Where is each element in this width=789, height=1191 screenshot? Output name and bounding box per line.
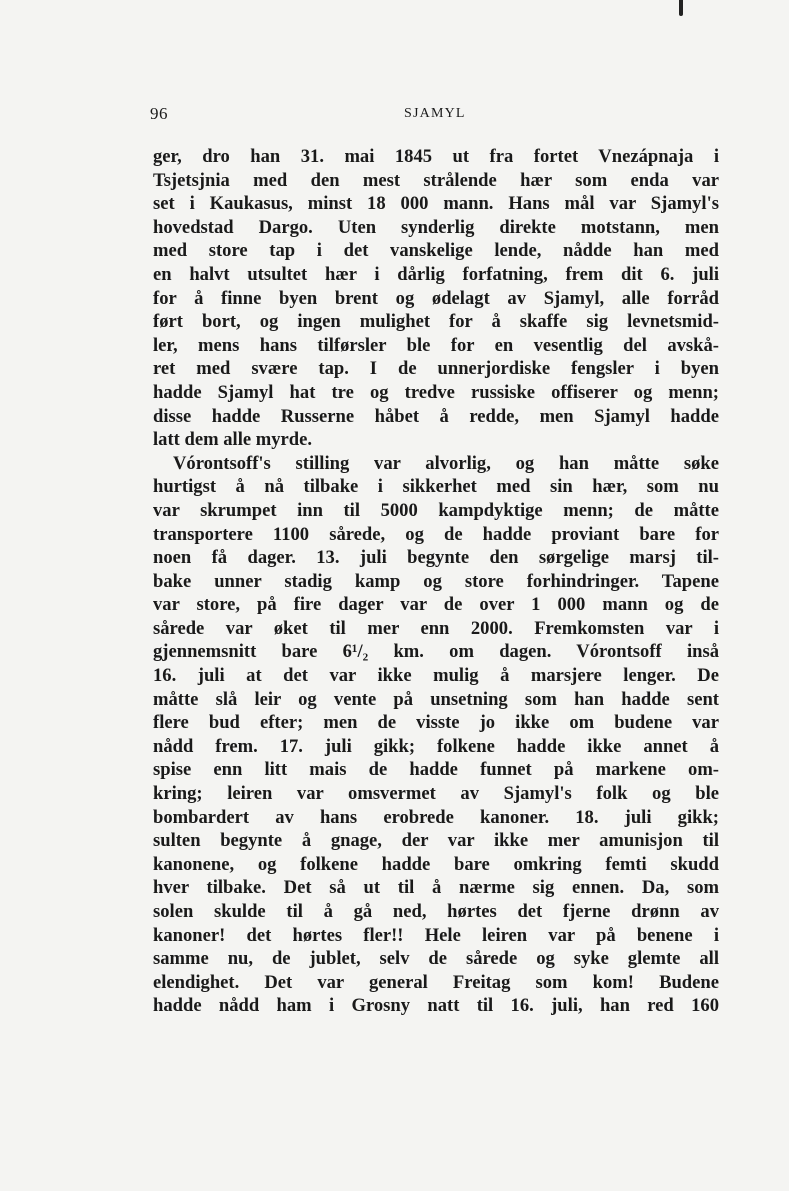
text-line: sulten begynte å gnage, der var ikke mer amunisjon til [153,830,719,852]
body-text [153,145,719,1018]
text-line: kanoner! det hørtes fler!! Hele leiren var på benene i [153,924,719,946]
text-line: hver tilbake. Det så ut til å nærme sig ennen. Da, som [153,877,719,899]
text-line: kring; leiren var omsvermet av Sjamyl's folk og ble [153,783,719,805]
text-line: sårede var øket til mer enn 2000. Fremkomsten var i [153,617,719,639]
page-edge-mark [679,0,683,16]
text-line: Tsjetsjnia med den mest strålende hær som enda var [153,169,719,191]
text-line: ler, mens hans tilførsler ble for en vesentlig del avskå- [153,334,719,356]
page-number: 96 [150,104,168,123]
running-head: SJAMYL [404,106,466,121]
text-line: Vórontsoff's stilling var alvorlig, og han måtte søke [173,452,719,474]
text-line: ført bort, og ingen mulighet for å skaffe sig levnetsmid- [153,311,719,333]
text-line: elendighet. Det var general Freitag som kom! Budene [153,971,719,993]
text-line: hadde Sjamyl hat tre og tredve russiske offiserer og menn; [153,381,719,403]
text-line: noen få dager. 13. juli begynte den sørgelige marsj til- [153,547,719,569]
text-line: samme nu, de jublet, selv de sårede og syke glemte all [153,948,719,970]
text-line: transportere 1100 sårede, og de hadde proviant bare for [153,523,719,545]
text-line: spise enn litt mais de hadde funnet på markene om- [153,759,719,781]
text-line: bake unner stadig kamp og store forhindringer. Tapene [153,570,719,592]
text-line: bombardert av hans erobrede kanoner. 18. juli gikk; [153,806,719,828]
page-header [150,104,720,128]
text-line: var store, på fire dager var de over 1 000 mann og de [153,594,719,616]
text-line: flere bud efter; men de visste jo ikke om budene var [153,712,719,734]
text-line: nådd frem. 17. juli gikk; folkene hadde ikke annet å [153,735,719,757]
text-line: ret med svære tap. I de unnerjordiske fengsler i byen [153,358,719,380]
text-line: hadde nådd ham i Grosny natt til 16. juli, han red 160 [153,995,719,1017]
text-line: hovedstad Dargo. Uten synderlig direkte motstann, men [153,216,719,238]
text-line: latt dem alle myrde. [153,429,313,451]
text-line: med store tap i det vanskelige lende, nådde han med [153,240,719,262]
text-line: set i Kaukasus, minst 18 000 mann. Hans mål var Sjamyl's [153,193,719,215]
text-line: disse hadde Russerne håbet å redde, men Sjamyl hadde [153,405,719,427]
text-line: for å finne byen brent og ødelagt av Sjamyl, alle forråd [153,287,719,309]
text-line: en halvt utsultet hær i dårlig forfatning, frem dit 6. juli [153,263,719,285]
text-line: 16. juli at det var ikke mulig å marsjere lenger. De [153,665,719,687]
text-line: solen skulde til å gå ned, hørtes det fjerne drønn av [153,901,719,922]
text-line: gjennemsnitt bare 6¹/₂ km. om dagen. Vórontsoff inså [153,641,719,663]
text-line: kanonene, og folkene hadde bare omkring femti skudd [153,853,719,875]
text-line: ger, dro han 31. mai 1845 ut fra fortet Vnezápnaja i [153,146,719,167]
text-line: måtte slå leir og vente på unsetning som han hadde sent [153,688,719,710]
text-line: hurtigst å nå tilbake i sikkerhet med sin hær, som nu [153,476,719,498]
text-line: var skrumpet inn til 5000 kampdyktige menn; de måtte [153,499,719,521]
